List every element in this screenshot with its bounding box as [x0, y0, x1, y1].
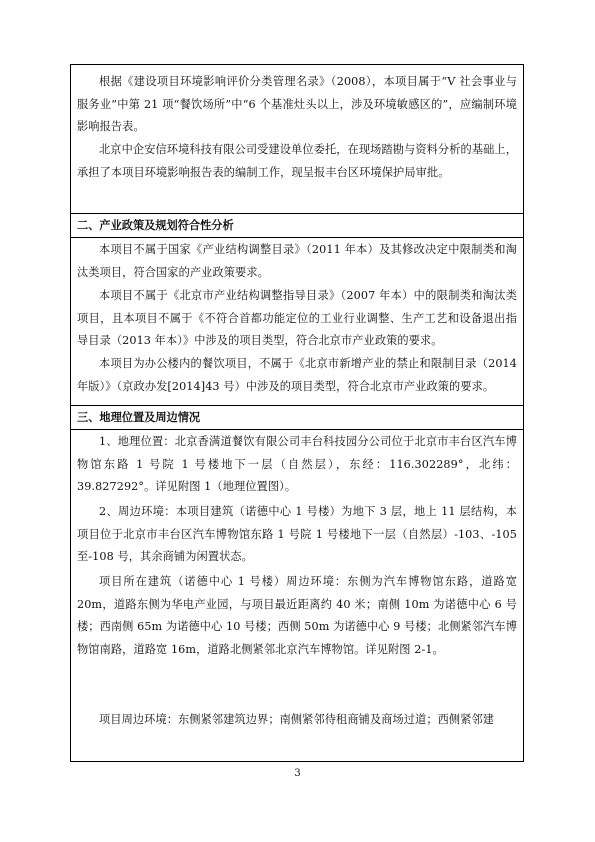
section-heading-industrial-policy: 二、产业政策及规划符合性分析	[77, 218, 234, 232]
paragraph-surroundings: 2、周边环境：本项目建筑（诺德中心 1 号楼）为地下 3 层，地上 11 层结构，本项目位于北京市丰台区汽车博物馆东路 1 号院 1 号楼地下一层（自然层）-103、-105 至-108 号，其余商铺为闲置状态。	[77, 505, 517, 563]
paragraph-geographic-location: 1、地理位置：北京香满道餐饮有限公司丰台科技园分公司位于北京市丰台区汽车博物馆东路 1 号院 1 号楼地下一层（自然层），东经：116.302289°，北纬：39.827292°。详见附图 1（地理位置图）。	[77, 435, 517, 493]
paragraph-project-surroundings: 项目周边环境：东侧紧邻建筑边界；南侧紧邻待租商铺及商场过道；西侧紧邻建	[99, 713, 495, 726]
section-divider	[71, 237, 523, 238]
paragraph-classification: 根据《建设项目环境影响评价分类管理名录》（2008），本项目属于“V 社会事业与服务业”中第 21 项“餐饮场所”中“6 个基准灶头以上，涉及环境敏感区的”，应编制环境影响报告表。	[77, 75, 517, 133]
paragraph-beijing-policy: 本项目不属于《北京市产业结构调整指导目录》（2007 年本）中的限制类和淘汰类项目，且本项目不属于《不符合首都功能定位的工业行业调整、生产工艺和设备退出指导目录（2013 年本）》中涉及的项目类型，符合北京市产业政策的要求。	[77, 289, 517, 347]
paragraph-entrustment: 北京中企安信环境科技有限公司受建设单位委托，在现场踏勘与资料分析的基础上，承担了本项目环境影响报告表的编制工作，现呈报丰台区环境保护局审批。	[77, 143, 517, 179]
paragraph-national-policy: 本项目不属于国家《产业结构调整目录》（2011 年本）及其修改决定中限制类和淘汰类项目，符合国家的产业政策要求。	[77, 243, 517, 279]
page-number: 3	[294, 768, 301, 779]
paragraph-restriction-catalog: 本项目为办公楼内的餐饮项目，不属于《北京市新增产业的禁止和限制目录（2014 年版）》（京政办发[2014]43 号）中涉及的项目类型，符合北京市产业政策的要求。	[77, 357, 517, 393]
report-table-frame	[70, 64, 524, 762]
section-divider	[71, 429, 523, 430]
paragraph-building-surroundings: 项目所在建筑（诺德中心 1 号楼）周边环境：东侧为汽车博物馆东路，道路宽 20m，道路东侧为华电产业园，与项目最近距离约 40 米；南侧 10m 为诺德中心 6 号楼；西南侧 65m 为诺德中心 10 号楼；西侧 50m 为诺德中心 9 号楼；北侧紧邻汽车博物馆南路，道路宽 16m，道路北侧紧邻北京汽车博物馆。详见附图 2-1。	[77, 575, 517, 656]
section-heading-location: 三、地理位置及周边情况	[77, 410, 201, 424]
